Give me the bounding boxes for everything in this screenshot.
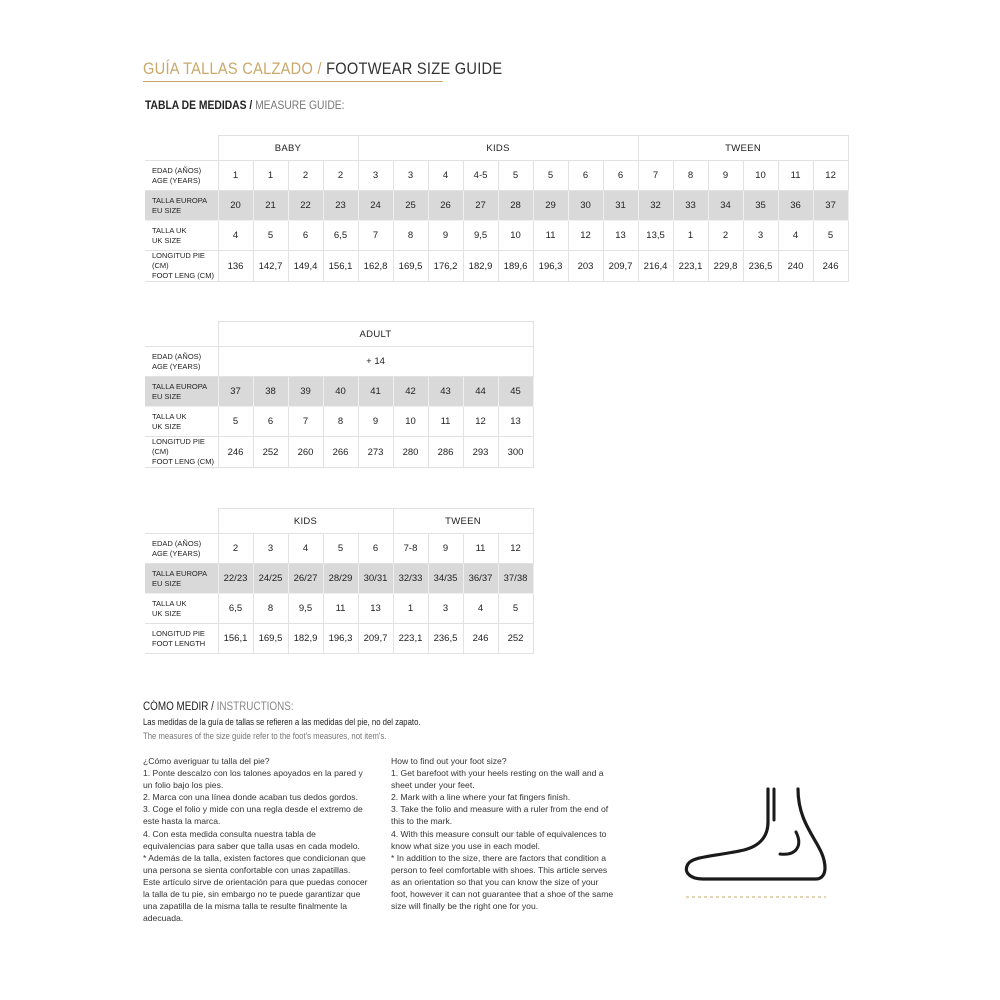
size-cell: 29 [533,191,568,221]
size-cell: 2 [218,534,253,564]
uk-size-row [145,221,848,251]
group-adult: ADULT [218,322,533,347]
size-cell: 34 [708,191,743,221]
size-cell: 6 [253,407,288,437]
size-cell: 45 [498,377,533,407]
size-cell: 10 [393,407,428,437]
foot-measure-icon [678,784,830,904]
group-tween: TWEEN [393,509,533,534]
size-cell: 26 [428,191,463,221]
size-cell: 5 [498,594,533,624]
size-cell: 12 [463,407,498,437]
group-kids: KIDS [218,509,393,534]
instruction-paragraph: 4. Con esta medida consulta nuestra tabla de equivalencias para saber que talla usas en cada modelo. [143,828,360,851]
size-cell: 2 [708,221,743,251]
page-title [143,59,502,79]
size-cell: 24/25 [253,564,288,594]
size-cell: 8 [393,221,428,251]
instruction-paragraph: 3. Take the folio and measure with a ruler from the end of this to the mark. [391,804,609,827]
size-cell: 4 [778,221,813,251]
table-corner [145,136,218,161]
size-cell: 286 [428,437,463,468]
size-cell: 7 [358,221,393,251]
eu-size-row [145,564,533,594]
size-cell: 189,6 [498,251,533,282]
size-cell: 11 [323,594,358,624]
size-cell: 9 [708,161,743,191]
row-label-uk: TALLA UK UK SIZE [145,221,218,251]
size-cell: 246 [463,624,498,654]
size-cell: 236,5 [428,624,463,654]
size-cell: 32/33 [393,564,428,594]
size-cell: 42 [393,377,428,407]
size-cell: 260 [288,437,323,468]
group-tween: TWEEN [638,136,848,161]
size-cell: 7-8 [393,534,428,564]
size-cell: 176,2 [428,251,463,282]
size-cell: 149,4 [288,251,323,282]
uk-size-row [145,407,533,437]
row-label-eu: TALLA EUROPA EU SIZE [145,564,218,594]
instruction-paragraph: * In addition to the size, there are factors that condition a person to feel comfortable with shoes. This article serves as an orientation so that you can know the size of your foot, however it can not guarantee that a shoe of the same size will finally be the right one for you. [391,852,614,912]
size-cell: 1 [673,221,708,251]
size-cell: 293 [463,437,498,468]
size-cell: 6 [358,534,393,564]
size-cell: 12 [813,161,848,191]
size-cell: 36 [778,191,813,221]
size-cell: 30 [568,191,603,221]
size-cell: 246 [813,251,848,282]
size-cell: 223,1 [393,624,428,654]
instruction-paragraph: 4. With this measure consult our table of equivalences to know what size you use in each model. [391,828,607,851]
row-label-age: EDAD (AÑOS) AGE (YEARS) [145,534,218,564]
title-english: FOOTWEAR SIZE GUIDE [326,59,503,78]
size-cell: 11 [428,407,463,437]
eu-size-row [145,377,533,407]
size-cell: 1 [218,161,253,191]
size-cell: 5 [323,534,358,564]
size-cell: 3 [393,161,428,191]
size-cell: 209,7 [358,624,393,654]
adult-age-value: + 14 [218,347,533,377]
size-cell: 300 [498,437,533,468]
size-cell: 3 [428,594,463,624]
size-cell: 6 [603,161,638,191]
size-cell: 13,5 [638,221,673,251]
size-cell: 20 [218,191,253,221]
size-cell: 24 [358,191,393,221]
size-cell: 11 [533,221,568,251]
size-cell: 5 [253,221,288,251]
size-cell: 5 [218,407,253,437]
size-cell: 9 [428,534,463,564]
row-label-uk: TALLA UK UK SIZE [145,594,218,624]
instruction-paragraph: 1. Ponte descalzo con los talones apoyados en la pared y un folio bajo los pies. [143,768,363,791]
size-cell: 209,7 [603,251,638,282]
size-cell: 252 [253,437,288,468]
size-cell: 35 [743,191,778,221]
size-cell: 280 [393,437,428,468]
size-cell: 13 [358,594,393,624]
size-cell: 10 [743,161,778,191]
size-cell: 36/37 [463,564,498,594]
size-cell: 169,5 [253,624,288,654]
size-cell: 22 [288,191,323,221]
foot-length-row [145,437,533,468]
instruction-paragraph: 2. Mark with a line where your fat fingers finish. [391,792,571,803]
row-label-uk: TALLA UK UK SIZE [145,407,218,437]
size-cell: 21 [253,191,288,221]
size-cell: 27 [463,191,498,221]
size-cell: 11 [463,534,498,564]
size-cell: 5 [498,161,533,191]
size-cell: 136 [218,251,253,282]
title-underline [143,81,443,82]
size-cell: 44 [463,377,498,407]
size-cell: 3 [358,161,393,191]
size-cell: 8 [673,161,708,191]
size-cell: 22/23 [218,564,253,594]
size-cell: 182,9 [463,251,498,282]
size-cell: 6 [568,161,603,191]
size-cell: 4 [288,534,323,564]
size-cell: 8 [323,407,358,437]
size-cell: 8 [253,594,288,624]
group-header-row [145,322,533,347]
size-cell: 38 [253,377,288,407]
size-table-adult [145,321,534,468]
size-cell: 3 [253,534,288,564]
size-cell: 3 [743,221,778,251]
row-label-age: EDAD (AÑOS) AGE (YEARS) [145,161,218,191]
group-header-row [145,509,533,534]
size-cell: 266 [323,437,358,468]
uk-size-row [145,594,533,624]
size-cell: 9 [428,221,463,251]
size-cell: 273 [358,437,393,468]
row-label-eu: TALLA EUROPA EU SIZE [145,191,218,221]
group-header-row [145,136,848,161]
row-label-eu: TALLA EUROPA EU SIZE [145,377,218,407]
size-cell: 7 [638,161,673,191]
size-cell: 9,5 [463,221,498,251]
size-cell: 9,5 [288,594,323,624]
foot-length-row [145,624,533,654]
size-cell: 162,8 [358,251,393,282]
measure-guide-heading-en: MEASURE GUIDE: [255,98,345,112]
size-cell: 6,5 [218,594,253,624]
size-cell: 37 [218,377,253,407]
title-spanish: GUÍA TALLAS CALZADO / [143,59,327,78]
size-cell: 10 [498,221,533,251]
instruction-paragraph: 3. Coge el folio y mide con una regla desde el extremo de este hasta la marca. [143,804,363,827]
size-cell: 30/31 [358,564,393,594]
age-row [145,534,533,564]
size-cell: 39 [288,377,323,407]
size-cell: 37 [813,191,848,221]
size-cell: 246 [218,437,253,468]
size-cell: 240 [778,251,813,282]
size-cell: 40 [323,377,358,407]
size-cell: 2 [323,161,358,191]
size-cell: 142,7 [253,251,288,282]
size-cell: 5 [813,221,848,251]
instruction-paragraph: 2. Marca con una línea donde acaban tus dedos gordos. [143,792,358,803]
size-cell: 182,9 [288,624,323,654]
size-cell: 12 [498,534,533,564]
size-cell: 23 [323,191,358,221]
instruction-paragraph: How to find out your foot size? [391,756,507,766]
size-cell: 31 [603,191,638,221]
size-cell: 1 [393,594,428,624]
size-cell: 32 [638,191,673,221]
row-label-foot: LONGITUD PIE (CM) FOOT LENG (CM) [145,251,218,282]
group-kids: KIDS [358,136,638,161]
table-corner [145,322,218,347]
size-cell: 7 [288,407,323,437]
size-cell: 196,3 [323,624,358,654]
size-cell: 6,5 [323,221,358,251]
size-cell: 4-5 [463,161,498,191]
size-cell: 26/27 [288,564,323,594]
size-cell: 156,1 [323,251,358,282]
size-cell: 229,8 [708,251,743,282]
table-corner [145,509,218,534]
row-label-foot: LONGITUD PIE (CM) FOOT LENG (CM) [145,437,218,468]
size-cell: 41 [358,377,393,407]
instructions-heading-es: CÓMO MEDIR / [143,701,217,713]
size-cell: 236,5 [743,251,778,282]
size-cell: 216,4 [638,251,673,282]
instruction-paragraph: ¿Cómo averiguar tu talla del pie? [143,756,270,766]
row-label-foot: LONGITUD PIE FOOT LENGTH [145,624,218,654]
instructions-intro-es: Las medidas de la guía de tallas se refieren a las medidas del pie, no del zapato. [143,717,421,727]
age-row [145,161,848,191]
size-cell: 13 [498,407,533,437]
size-cell: 2 [288,161,323,191]
instructions-english [391,755,616,912]
size-cell: 252 [498,624,533,654]
instructions-spanish [143,755,368,924]
size-cell: 196,3 [533,251,568,282]
measure-guide-heading [145,98,345,112]
size-cell: 4 [428,161,463,191]
size-cell: 9 [358,407,393,437]
size-cell: 12 [568,221,603,251]
size-cell: 156,1 [218,624,253,654]
size-cell: 34/35 [428,564,463,594]
row-label-age: EDAD (AÑOS) AGE (YEARS) [145,347,218,377]
size-cell: 1 [253,161,288,191]
size-cell: 13 [603,221,638,251]
size-cell: 25 [393,191,428,221]
instruction-paragraph: * Además de la talla, existen factores que condicionan que una persona se sienta confortable con unas zapatillas. Este artículo sirve de orientación para que puedas conocer la talla de tu pie, sin embargo no te puede garantizar que una zapatilla de la misma talla te resulte finalmente la adecuada. [143,852,368,924]
foot-length-row [145,251,848,282]
size-cell: 169,5 [393,251,428,282]
size-cell: 37/38 [498,564,533,594]
size-cell: 6 [288,221,323,251]
instructions-heading-en: INSTRUCTIONS: [216,701,294,713]
size-cell: 33 [673,191,708,221]
size-table-baby-kids-tween [145,135,849,282]
size-cell: 28/29 [323,564,358,594]
instruction-paragraph: 1. Get barefoot with your heels resting on the wall and a sheet under your feet. [391,768,604,791]
size-cell: 5 [533,161,568,191]
eu-size-row [145,191,848,221]
age-row [145,347,533,377]
size-cell: 4 [218,221,253,251]
size-cell: 223,1 [673,251,708,282]
instructions-heading [143,701,294,713]
instructions-intro-en: The measures of the size guide refer to the foot's measures, not item's. [143,731,387,741]
group-baby: BABY [218,136,358,161]
size-cell: 203 [568,251,603,282]
size-cell: 4 [463,594,498,624]
measure-guide-heading-es: TABLA DE MEDIDAS / [145,98,256,112]
size-cell: 11 [778,161,813,191]
size-cell: 28 [498,191,533,221]
size-table-kids-tween-halves [145,508,534,654]
size-cell: 43 [428,377,463,407]
